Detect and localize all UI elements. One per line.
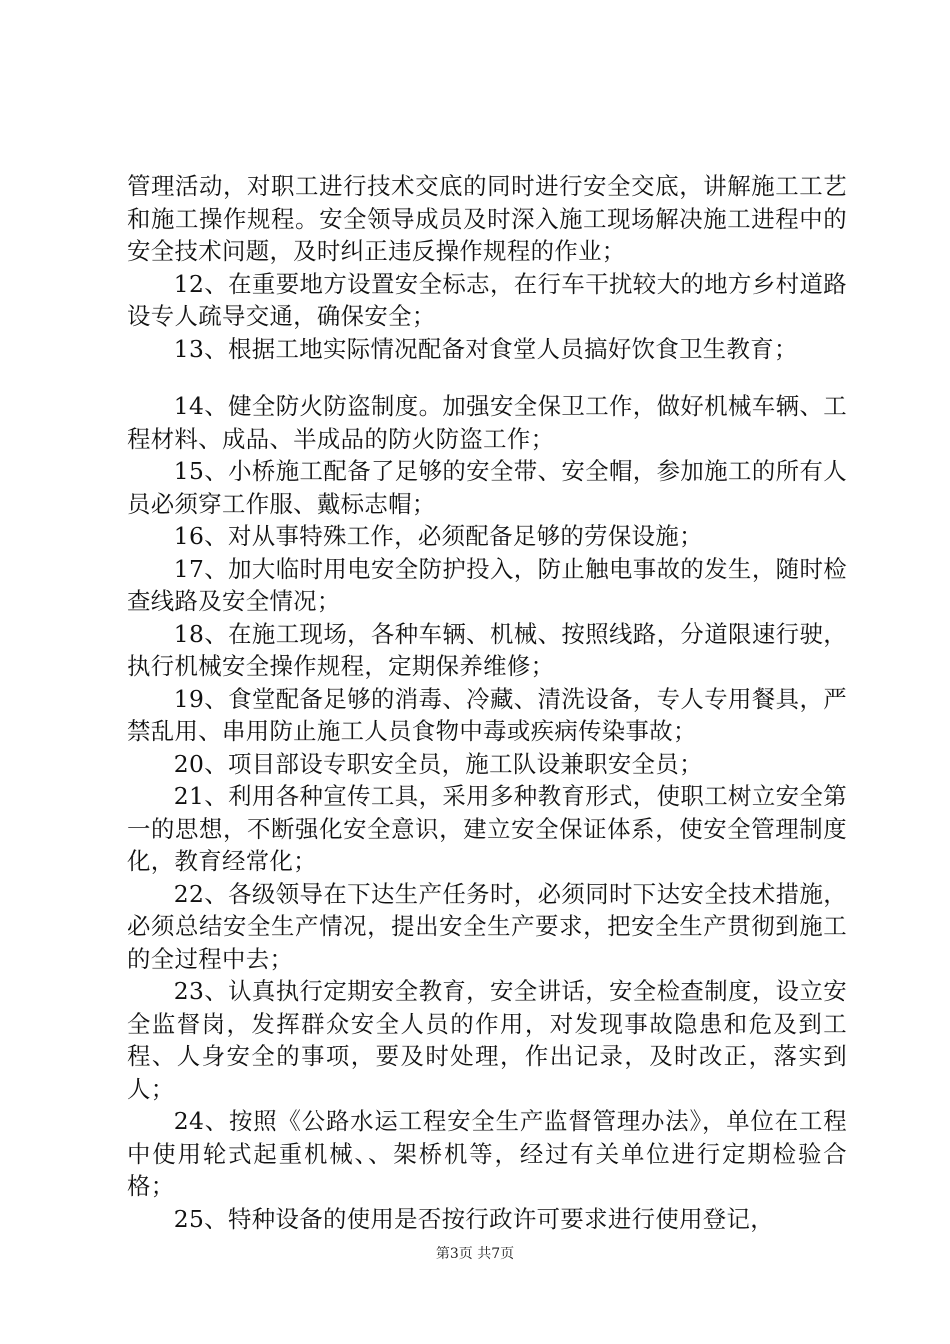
document-body: [127, 170, 847, 1235]
paragraph-item-24: 24、按照《公路水运工程安全生产监督管理办法》，单位在工程中使用轮式起重机械、、架桥机等，经过有关单位进行定期检验合格；: [127, 1107, 847, 1200]
paragraph-item-17: 17、加大临时用电安全防护投入，防止触电事故的发生，随时检查线路及安全情况；: [127, 554, 847, 615]
paragraph-item-23: 23、认真执行定期安全教育，安全讲话，安全检查制度，设立安全监督岗，发挥群众安全人员的作用，对发现事故隐患和危及到工程、人身安全的事项，要及时处理，作出记录，及时改正，落实到人；: [127, 977, 847, 1103]
paragraph-item-18: 18、在施工现场，各种车辆、机械、按照线路，分道限速行驶，执行机械安全操作规程，定期保养维修；: [127, 619, 847, 680]
paragraph-item-19: 19、食堂配备足够的消毒、冷藏、清洗设备，专人专用餐具，严禁乱用、串用防止施工人员食物中毒或疾病传染事故；: [127, 684, 847, 745]
paragraph-item-14: 14、健全防火防盗制度。加强安全保卫工作，做好机械车辆、工程材料、成品、半成品的防火防盗工作；: [127, 392, 847, 453]
paragraph-item-20: 20、项目部设专职安全员，施工队设兼职安全员；: [173, 749, 703, 778]
paragraph-item-15: 15、小桥施工配备了足够的安全带、安全帽，参加施工的所有人员必须穿工作服、戴标志帽；: [127, 457, 847, 518]
paragraph-item-22: 22、各级领导在下达生产任务时，必须同时下达安全技术措施，必须总结安全生产情况，提出安全生产要求，把安全生产贯彻到施工的全过程中去；: [127, 879, 847, 973]
paragraph-item-16: 16、对从事特殊工作，必须配备足够的劳保设施；: [173, 522, 703, 550]
paragraph-item-25: 25、特种设备的使用是否按行政许可要求进行使用登记，: [173, 1204, 775, 1233]
page-footer: 第3页 共7页: [435, 1246, 515, 1262]
paragraph-item-21: 21、利用各种宣传工具，采用多种教育形式，使职工树立安全第一的思想，不断强化安全意识，建立安全保证体系，使安全管理制度化，教育经常化；: [127, 782, 847, 875]
paragraph-continuation: 管理活动，对职工进行技术交底的同时进行安全交底，讲解施工工艺和施工操作规程。安全领导成员及时深入施工现场解决施工进程中的安全技术问题，及时纠正违反操作规程的作业；: [127, 172, 847, 265]
paragraph-item-12: 12、在重要地方设置安全标志，在行车干扰较大的地方乡村道路设专人疏导交通，确保安全；: [127, 269, 847, 330]
paragraph-item-13: 13、根据工地实际情况配备对食堂人员搞好饮食卫生教育；: [173, 334, 798, 363]
